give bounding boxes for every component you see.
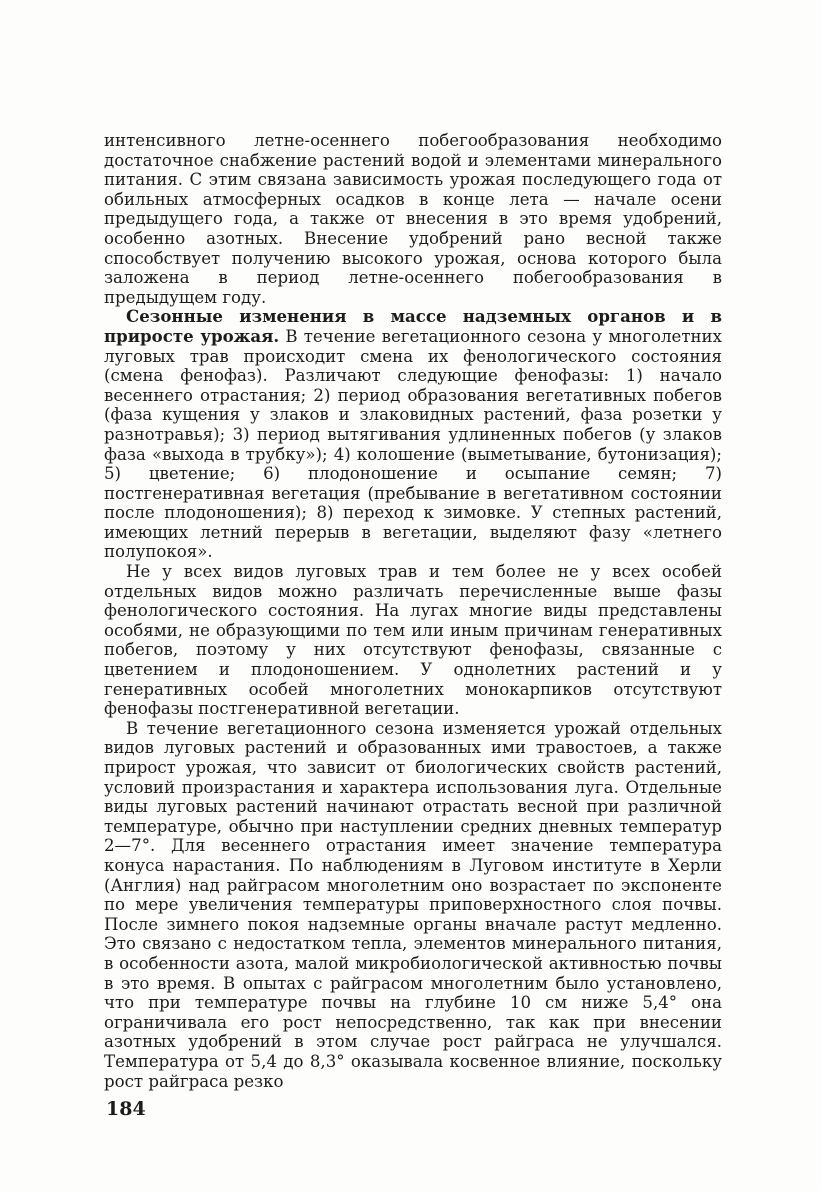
page-number: 184: [106, 1098, 146, 1120]
paragraph-4: [104, 719, 722, 1091]
paragraph-4-text: В течение вегетационного сезона изменяется урожай отдельных видов луговых растений и образованных ими травостоев, а также прирост урожая, что зависит от биологических свойств растений, условий произрастания и характера использования луга. Отдельные виды луговых растений начинают отрастать весной при различной температуре, обычно при наступлении средних дневных температур 2—7°. Для весеннего отрастания имеет значение температура конуса нарастания. По наблюдениям в Луговом институте в Херли (Англия) над райграсом многолетним оно возрастает по экспоненте по мере увеличения температуры приповерхностного слоя почвы. После зимнего покоя надземные органы вначале растут медленно. Это связано с недостатком тепла, элементов минерального питания, в особенности азота, малой микробиологической активностью почвы в это время. В опытах с райграсом многолетним было установлено, что при температуре почвы на глубине 10 см ниже 5,4° она ограничивала его рост непосредственно, так как при внесении азотных удобрений в этом случае рост райграса не улучшался. Температура от 5,4 до 8,3° оказывала косвенное влияние, поскольку рост райграса резко: [104, 718, 722, 1091]
paragraph-2-heading: Сезонные изменения в массе надземных органов и в приросте урожая.: [104, 306, 722, 346]
body-text: [104, 131, 722, 1091]
paragraph-2-text: В течение вегетационного сезона у многолетних луговых трав происходит смена их фенологического состояния (смена фенофаз). Различают следующие фенофазы: 1) начало весеннего отрастания; 2) период образования вегетативных побегов (фаза кущения у злаков и злаковидных растений, фаза розетки у разнотравья); 3) период вытягивания удлиненных побегов (у злаков фаза «выхода в трубку»); 4) колошение (выметывание, бутонизация); 5) цветение; 6) плодоношение и осыпание семян; 7) постгенеративная вегетация (пребывание в вегетативном состоянии после плодоношения); 8) переход к зимовке. У степных растений, имеющих летний перерыв в вегетации, выделяют фазу «летнего полупокоя».: [104, 326, 722, 562]
paragraph-1-text: интенсивного летне-осеннего побегообразования необходимо достаточное снабжение растений водой и элементами минерального питания. С этим связана зависимость урожая последующего года от обильных атмосферных осадков в конце лета — начале осени предыдущего года, а также от внесения в это время удобрений, особенно азотных. Внесение удобрений рано весной также способствует получению высокого урожая, основа которого была заложена в период летне-осеннего побегообразования в предыдущем году.: [104, 131, 722, 307]
paragraph-3: [104, 562, 722, 719]
paragraph-1: [104, 131, 722, 307]
paragraph-2: [104, 307, 722, 562]
paragraph-3-text: Не у всех видов луговых трав и тем более не у всех особей отдельных видов можно различать перечисленные выше фазы фенологического состояния. На лугах многие виды представлены особями, не образующими по тем или иным причинам генеративных побегов, поэтому у них отсутствуют фенофазы, связанные с цветением и плодоношением. У однолетних растений и у генеративных особей многолетних монокарпиков отсутствуют фенофазы постгенеративной вегетации.: [104, 562, 722, 719]
